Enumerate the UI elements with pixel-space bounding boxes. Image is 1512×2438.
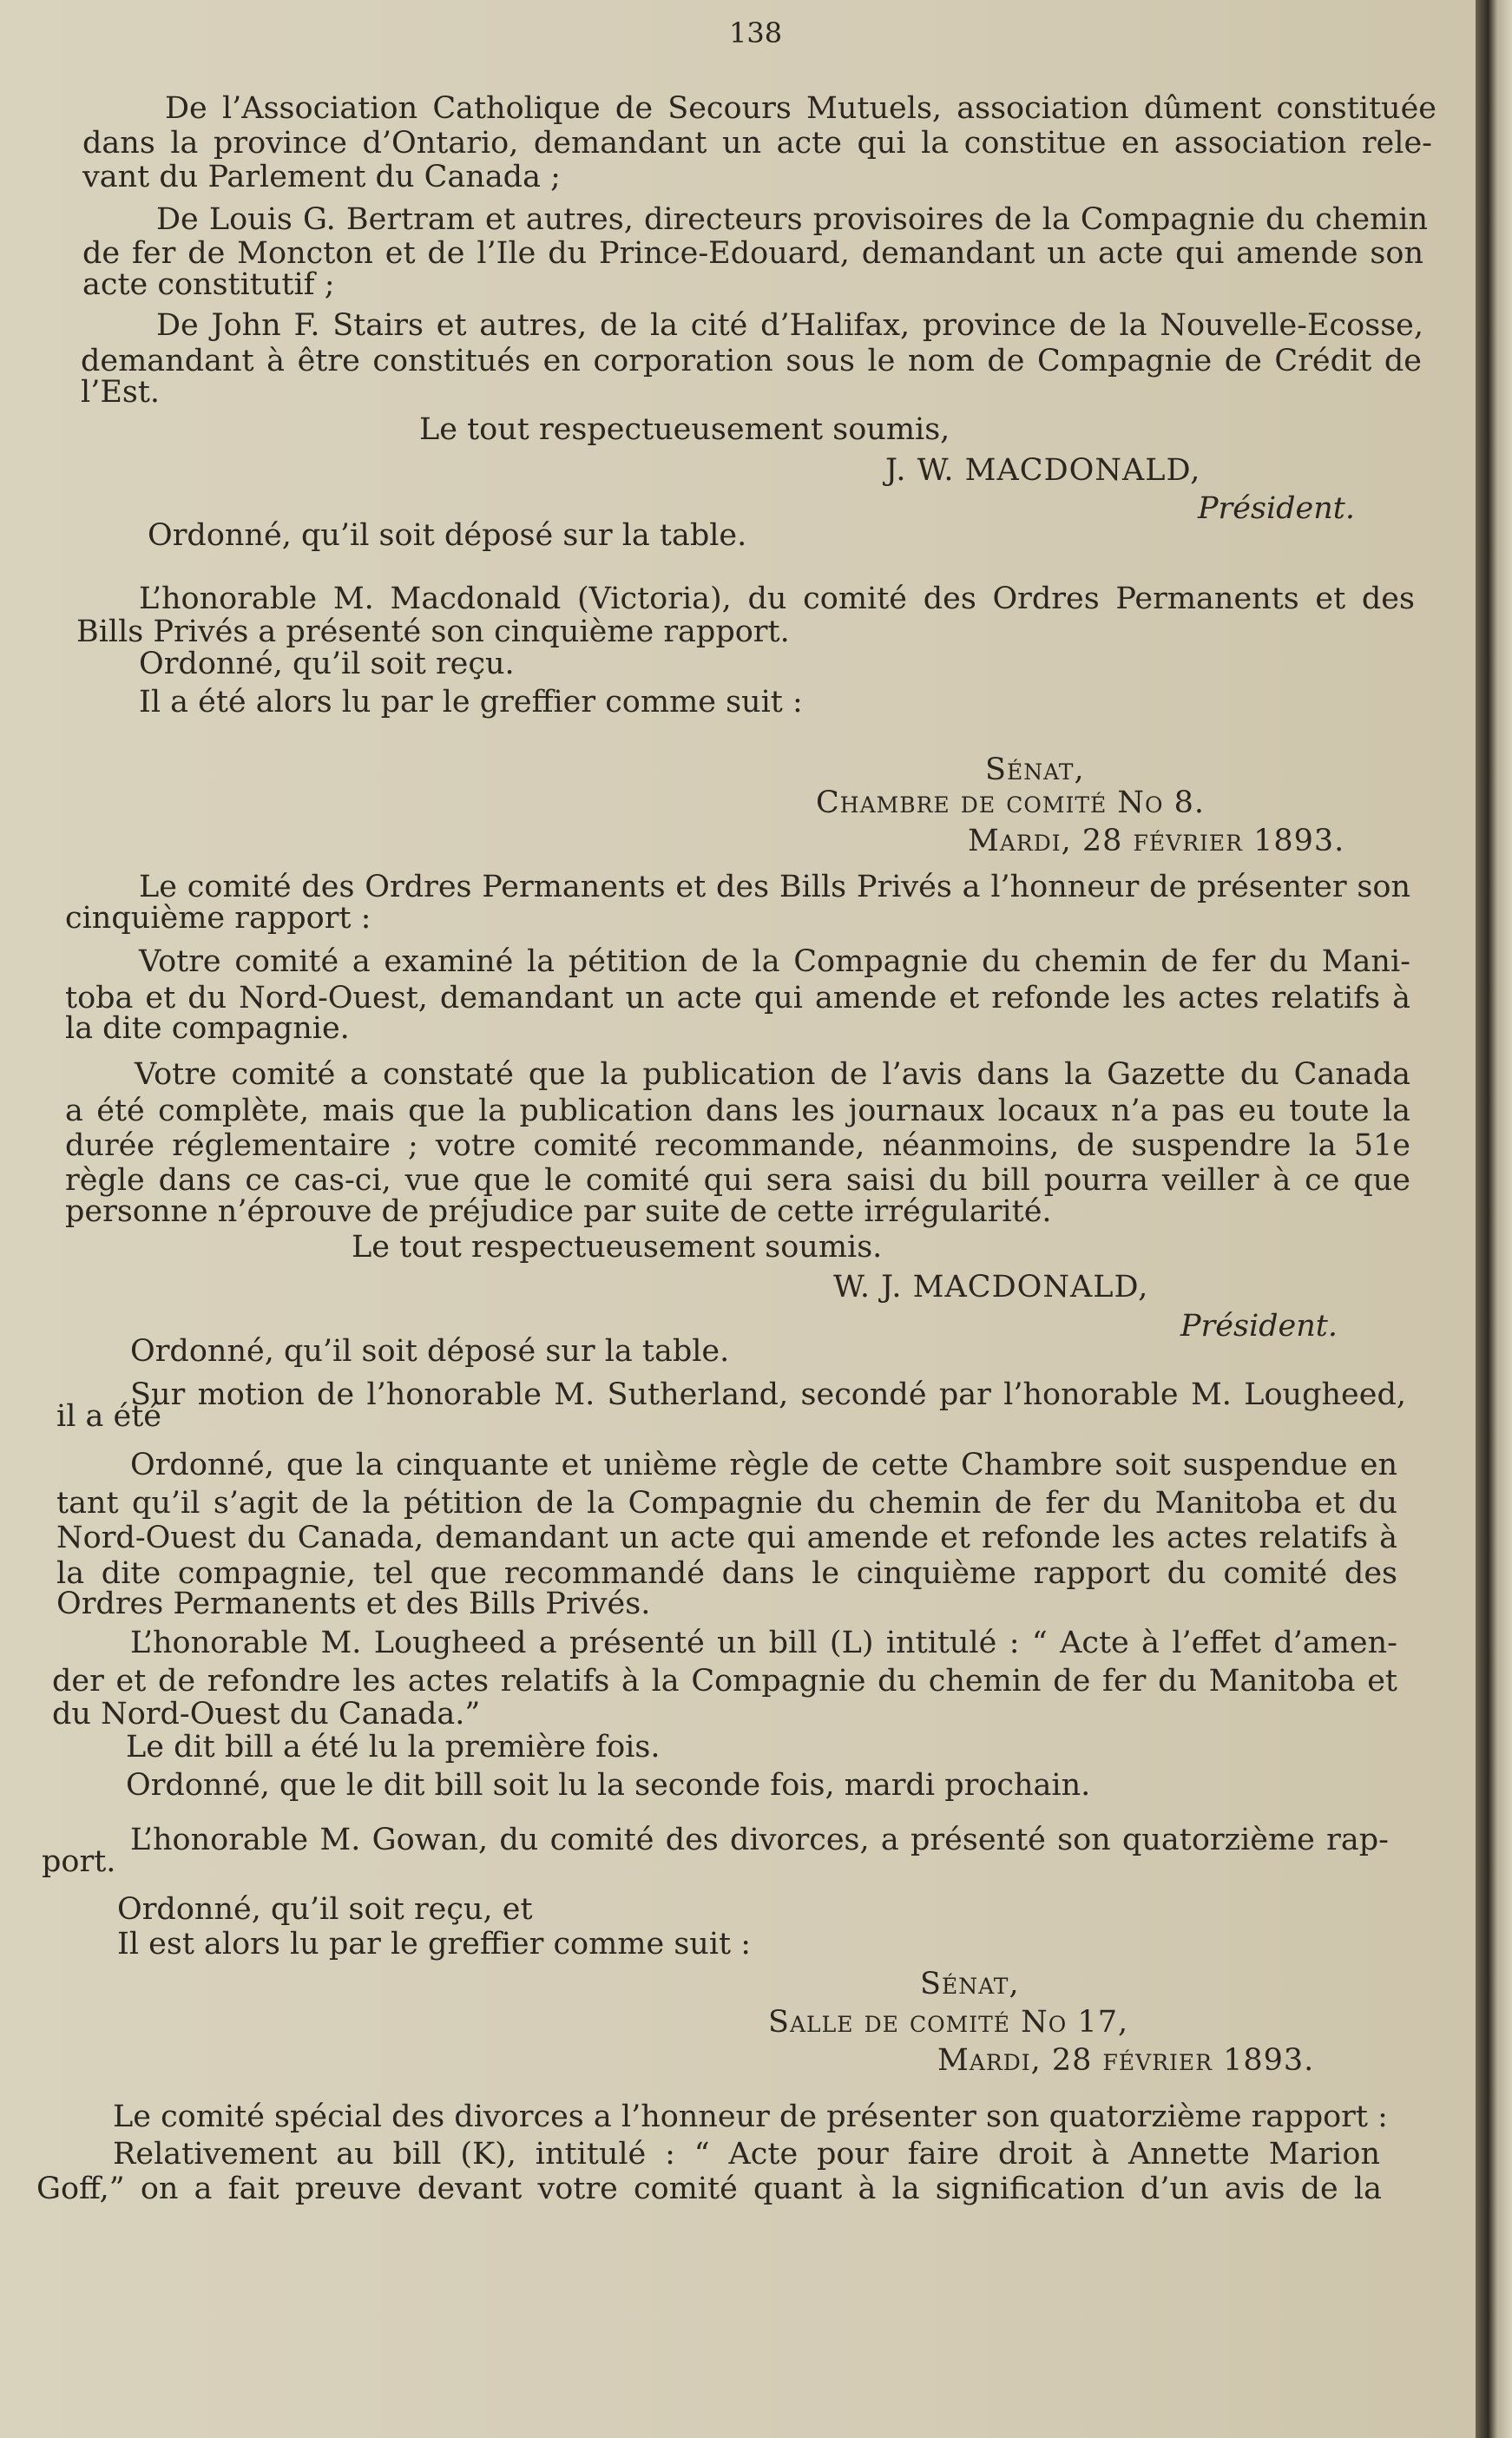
closing-line: Le tout respectueusement soumis. — [352, 1230, 883, 1265]
text-line: demandant à être constitués en corporation sous le nom de Compagnie de Crédit de — [81, 344, 1422, 378]
text-line: Le comité des Ordres Permanents et des Bills Privés a l’honneur de présenter son — [139, 870, 1410, 904]
report-header-date: Mardi, 28 février 1893. — [968, 824, 1345, 858]
text-line: la dite compagnie. — [65, 1011, 350, 1046]
report-header-room: Salle de comité No 17, — [768, 2005, 1129, 2040]
text-line: Il est alors lu par le greffier comme suit : — [117, 1927, 752, 1962]
text-line: Nord-Ouest du Canada, demandant un acte qui amende et refonde les actes relatifs à — [56, 1521, 1397, 1555]
text-line: durée réglementaire ; votre comité recommande, néanmoins, de suspendre la 51e — [65, 1128, 1410, 1163]
text-line: tant qu’il s’agit de la pétition de la Compagnie du chemin de fer du Manitoba et du — [56, 1486, 1397, 1521]
text-line: De l’Association Catholique de Secours Mutuels, association dûment constituée — [165, 91, 1436, 126]
report-header-senate: Sénat, — [985, 752, 1085, 787]
text-line: Ordonné, que la cinquante et unième règle de cette Chambre soit suspendue en — [130, 1448, 1397, 1482]
text-line: a été complète, mais que la publication dans les journaux locaux n’a pas eu toute la — [65, 1094, 1410, 1128]
text-line: Sur motion de l’honorable M. Sutherland, secondé par l’honorable M. Lougheed, — [130, 1377, 1406, 1412]
order-line: Ordonné, qu’il soit déposé sur la table. — [148, 518, 747, 553]
text-line: vant du Parlement du Canada ; — [82, 160, 561, 194]
text-line: Votre comité a constaté que la publication de l’avis dans la Gazette du Canada — [135, 1057, 1410, 1092]
text-line: règle dans ce cas-ci, vue que le comité qui sera saisi du bill pourra veiller à ce que — [65, 1163, 1410, 1198]
signature-name: J. W. MACDONALD, — [885, 453, 1201, 488]
text-line: L’honorable M. Macdonald (Victoria), du comité des Ordres Permanents et des — [139, 582, 1415, 616]
text-line: L’honorable M. Gowan, du comité des divorces, a présenté son quatorzième rap- — [130, 1823, 1389, 1857]
page-number: 138 — [729, 16, 783, 49]
text-line: port. — [42, 1844, 116, 1879]
text-line: Ordonné, qu’il soit reçu. — [139, 647, 515, 681]
order-line: Ordonné, qu’il soit déposé sur la table. — [130, 1334, 730, 1369]
signature-name: W. J. MACDONALD, — [833, 1270, 1149, 1304]
text-line: il a été — [56, 1399, 161, 1434]
closing-line: Le tout respectueusement soumis, — [419, 412, 950, 447]
text-line: Le dit bill a été lu la première fois. — [126, 1730, 661, 1764]
report-header-senate: Sénat, — [920, 1967, 1020, 2001]
text-line: Il a été alors lu par le greffier comme suit : — [139, 685, 803, 720]
text-line: Ordonné, qu’il soit reçu, et — [117, 1892, 533, 1927]
text-line: l’Est. — [81, 375, 161, 410]
report-header-date: Mardi, 28 février 1893. — [937, 2043, 1315, 2078]
text-line: Ordres Permanents et des Bills Privés. — [56, 1587, 651, 1621]
page-binding-edge — [1476, 0, 1512, 2438]
text-line: du Nord-Ouest du Canada.” — [52, 1697, 481, 1732]
text-line: Bills Privés a présenté son cinquième rapport. — [76, 614, 790, 649]
text-line: acte constitutif ; — [82, 267, 335, 302]
text-line: der et de refondre les actes relatifs à la Compagnie du chemin de fer du Manitoba et — [52, 1664, 1397, 1699]
text-line: De Louis G. Bertram et autres, directeurs provisoires de la Compagnie du chemin — [156, 202, 1428, 237]
text-line: De John F. Stairs et autres, de la cité d’Halifax, province de la Nouvelle-Ecosse, — [156, 308, 1423, 343]
text-line: de fer de Moncton et de l’Ile du Prince-Edouard, demandant un acte qui amende son — [82, 236, 1423, 271]
text-line: Goff,” on a fait preuve devant votre comité quant à la signification d’un avis de la — [36, 2172, 1382, 2206]
text-line: Relativement au bill (K), intitulé : “ Acte pour faire droit à Annette Marion — [113, 2137, 1380, 2172]
text-line: la dite compagnie, tel que recommandé dans le cinquième rapport du comité des — [56, 1556, 1397, 1591]
text-line: dans la province d’Ontario, demandant un acte qui la constitue en association rele- — [82, 126, 1432, 161]
report-header-room: Chambre de comité No 8. — [816, 785, 1206, 820]
text-line: toba et du Nord-Ouest, demandant un acte qui amende et refonde les actes relatifs à — [65, 981, 1410, 1015]
text-line: personne n’éprouve de préjudice par suite de cette irrégularité. — [65, 1194, 1052, 1229]
text-line: L’honorable M. Lougheed a présenté un bill (L) intitulé : “ Acte à l’effet d’amen- — [130, 1626, 1397, 1660]
text-line: Ordonné, que le dit bill soit lu la seconde fois, mardi prochain. — [126, 1768, 1091, 1803]
signature-title: Président. — [1198, 491, 1355, 526]
text-line: Le comité spécial des divorces a l’honneur de présenter son quatorzième rapport : — [113, 2100, 1388, 2134]
text-line: cinquième rapport : — [65, 901, 371, 936]
text-line: Votre comité a examiné la pétition de la Compagnie du chemin de fer du Mani- — [139, 944, 1410, 979]
signature-title: Président. — [1180, 1309, 1338, 1344]
